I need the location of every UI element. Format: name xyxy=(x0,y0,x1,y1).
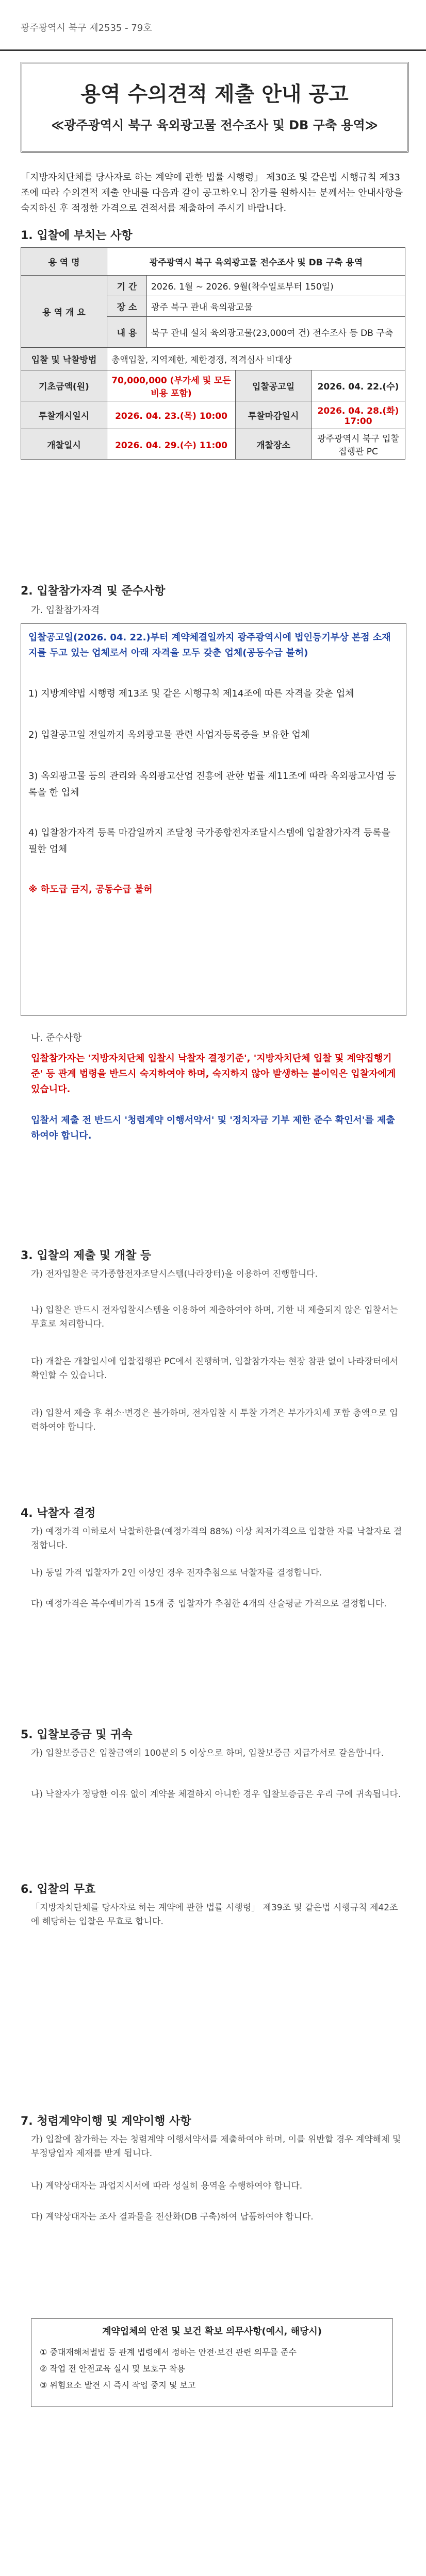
value-close: 2026. 04. 28.(화) 17:00 xyxy=(311,401,405,429)
label-budget: 기초금액(원) xyxy=(21,370,107,401)
value-open-place: 광주광역시 북구 입찰집행관 PC xyxy=(311,429,405,460)
label-method: 입찰 및 낙찰방법 xyxy=(21,348,107,370)
rules-subtitle: 나. 준수사항 xyxy=(31,1032,82,1043)
label-place: 장 소 xyxy=(107,296,147,317)
section-1-title: 1. 입찰에 부치는 사항 xyxy=(21,229,133,242)
value-content: 북구 관내 설치 육외광고물(23,000여 건) 전수조사 등 DB 구축 xyxy=(147,317,405,348)
sec6-line-1: 「지방자치단체를 당사자로 하는 계약에 관한 법률 시행령」 제39조 및 같은법 시행규칙 제42조에 해당하는 입찰은 무효로 합니다. xyxy=(31,1903,398,1927)
value-period: 2026. 1월 ~ 2026. 9월(착수일로부터 150일) xyxy=(147,276,405,296)
value-method: 총액입찰, 지역제한, 제한경쟁, 적격심사 비대상 xyxy=(107,348,405,370)
safety-box xyxy=(31,2318,393,2407)
gazette-number: 광주광역시 북구 제2535 - 79호 xyxy=(21,23,152,33)
safety-line-3: ③ 위험요소 발견 시 즉시 작업 중지 및 보고 xyxy=(40,2380,196,2390)
label-open-date: 개찰일시 xyxy=(21,429,107,460)
eligibility-box xyxy=(21,623,406,1016)
label-name: 용 역 명 xyxy=(21,248,107,276)
value-name: 광주광역시 북구 육외광고물 전수조사 및 DB 구축 용역 xyxy=(107,248,405,276)
value-start: 2026. 04. 23.(목) 10:00 xyxy=(107,401,236,429)
safety-box-title: 계약업체의 안전 및 보건 확보 의무사항(예시, 해당시) xyxy=(102,2326,322,2337)
eligibility-notice-2: ※ 하도급 금지, 공동수급 불허 xyxy=(28,884,153,895)
intro-paragraph: 「지방자치단체를 당사자로 하는 계약에 관한 법률 시행령」 제30조 및 같은법 시행규칙 제33조에 따라 수의견적 제출 안내를 다음과 같이 공고하오니 참가를 원하시는 분께서는 안내사항을 숙지하신 후 적정한 가격으로 견적서를 제출하여 주시기 바랍니다. xyxy=(21,172,403,214)
section-6-title: 6. 입찰의 무효 xyxy=(21,1883,96,1896)
section-7-title: 7. 청렴계약이행 및 계약이행 사항 xyxy=(21,2115,191,2128)
rules-blue: 입찰서 제출 전 반드시 '청렴계약 이행서약서' 및 '정치자금 기부 제한 준수 확인서'를 제출하여야 합니다. xyxy=(31,1115,395,1141)
label-open: 입찰공고일 xyxy=(235,370,311,401)
sec4-line-2: 나) 동일 가격 입찰자가 2인 이상인 경우 전자추첨으로 낙찰자를 결정합니다. xyxy=(31,1568,322,1578)
sec7-line-1: 가) 입찰에 참가하는 자는 청렴계약 이행서약서를 제출하여야 하며, 이를 위반할 경우 계약해제 및 부정당업자 제재를 받게 됩니다. xyxy=(31,2134,401,2159)
sec3-line-1: 가) 전자입찰은 국가종합전자조달시스템(나라장터)을 이용하여 진행합니다. xyxy=(31,1269,318,1279)
sec4-line-1: 가) 예정가격 이하로서 낙찰하한율(예정가격의 88%) 이상 최저가격으로 입찰한 자를 낙찰자로 결정합니다. xyxy=(31,1527,402,1551)
value-place: 광주 북구 관내 육외광고물 xyxy=(147,296,405,317)
label-open-place: 개찰장소 xyxy=(235,429,311,460)
section-3-title: 3. 입찰의 제출 및 개찰 등 xyxy=(21,1249,152,1262)
safety-line-2: ② 작업 전 안전교육 실시 및 보호구 착용 xyxy=(40,2364,185,2374)
section-5-title: 5. 입찰보증금 및 귀속 xyxy=(21,1728,133,1741)
label-close: 투찰마감일시 xyxy=(235,401,311,429)
eligibility-item-3: 3) 옥외광고물 등의 관리와 옥외광고산업 진흥에 관한 법률 제11조에 따라 옥외광고사업 등록을 한 업체 xyxy=(28,771,396,798)
page-subtitle: ≪광주광역시 북구 육외광고물 전수조사 및 DB 구축 용역≫ xyxy=(51,118,378,132)
section-4-title: 4. 낙찰자 결정 xyxy=(21,1507,96,1520)
eligibility-item-2: 2) 입찰공고일 전일까지 옥외광고물 관련 사업자등록증을 보유한 업체 xyxy=(28,730,310,740)
sec3-line-2: 나) 입찰은 반드시 전자입찰시스템을 이용하여 제출하여야 하며, 기한 내 제출되지 않은 입찰서는 무효로 처리합니다. xyxy=(31,1305,398,1329)
sec7-line-2: 나) 계약상대자는 과업지시서에 따라 성실히 용역을 수행하여야 합니다. xyxy=(31,2181,303,2191)
value-open: 2026. 04. 22.(수) xyxy=(311,370,405,401)
sec5-line-2: 나) 낙찰자가 정당한 이유 없이 계약을 체결하지 아니한 경우 입찰보증금은 우리 구에 귀속됩니다. xyxy=(31,1789,401,1800)
page-title: 용역 수의견적 제출 안내 공고 xyxy=(80,82,349,106)
label-overview: 용 역 개 요 xyxy=(21,276,107,348)
eligibility-item-4: 4) 입찰참가자격 등록 마감일까지 조달청 국가종합전자조달시스템에 입찰참가자격 등록을 필한 업체 xyxy=(28,827,390,855)
label-period: 기 간 xyxy=(107,276,147,296)
sec3-line-3: 다) 개찰은 개찰일시에 입찰집행관 PC에서 진행하며, 입찰참가자는 현장 참관 없이 나라장터에서 확인할 수 있습니다. xyxy=(31,1357,399,1381)
label-start: 투찰개시일시 xyxy=(21,401,107,429)
header-divider xyxy=(0,49,426,51)
value-budget: 70,000,000 (부가세 및 모든비용 포함) xyxy=(107,370,236,401)
sec4-line-3: 다) 예정가격은 복수예비가격 15개 중 입찰자가 추첨한 4개의 산술평균 가격으로 결정합니다. xyxy=(31,1599,387,1609)
section-2-subtitle: 가. 입찰참가자격 xyxy=(31,605,100,616)
title-box xyxy=(21,62,408,152)
label-content: 내 용 xyxy=(107,317,147,348)
gazette-header xyxy=(0,0,426,62)
value-open-date: 2026. 04. 29.(수) 11:00 xyxy=(107,429,236,460)
sec3-line-4: 라) 입찰서 제출 후 취소·변경은 불가하며, 전자입찰 시 투찰 가격은 부가가치세 포함 총액으로 입력하여야 합니다. xyxy=(31,1408,398,1432)
rules-red: 입찰참가자는 '지방자치단체 입찰시 낙찰자 결정기준', '지방자치단체 입찰 및 계약집행기준' 등 관계 법령을 반드시 숙지하여야 하며, 숙지하지 않아 발생하는 불이익은 입찰자에게 있습니다. xyxy=(31,1053,396,1095)
bid-summary-table xyxy=(21,247,405,460)
section-2-title: 2. 입찰참가자격 및 준수사항 xyxy=(21,585,166,598)
sec7-line-3: 다) 계약상대자는 조사 결과물을 전산화(DB 구축)하여 납품하여야 합니다. xyxy=(31,2212,314,2222)
eligibility-notice: 입찰공고일(2026. 04. 22.)부터 계약체결일까지 광주광역시에 법인등기부상 본점 소재지를 두고 있는 업체로서 아래 자격을 모두 갖춘 업체(공동수급 불허) xyxy=(28,632,391,658)
eligibility-item-1: 1) 지방계약법 시행령 제13조 및 같은 시행규칙 제14조에 따른 자격을 갖춘 업체 xyxy=(28,688,354,699)
sec5-line-1: 가) 입찰보증금은 입찰금액의 100분의 5 이상으로 하며, 입찰보증금 지급각서로 갈음합니다. xyxy=(31,1748,384,1758)
safety-line-1: ① 중대재해처벌법 등 관계 법령에서 정하는 안전·보건 관련 의무를 준수 xyxy=(40,2347,297,2357)
